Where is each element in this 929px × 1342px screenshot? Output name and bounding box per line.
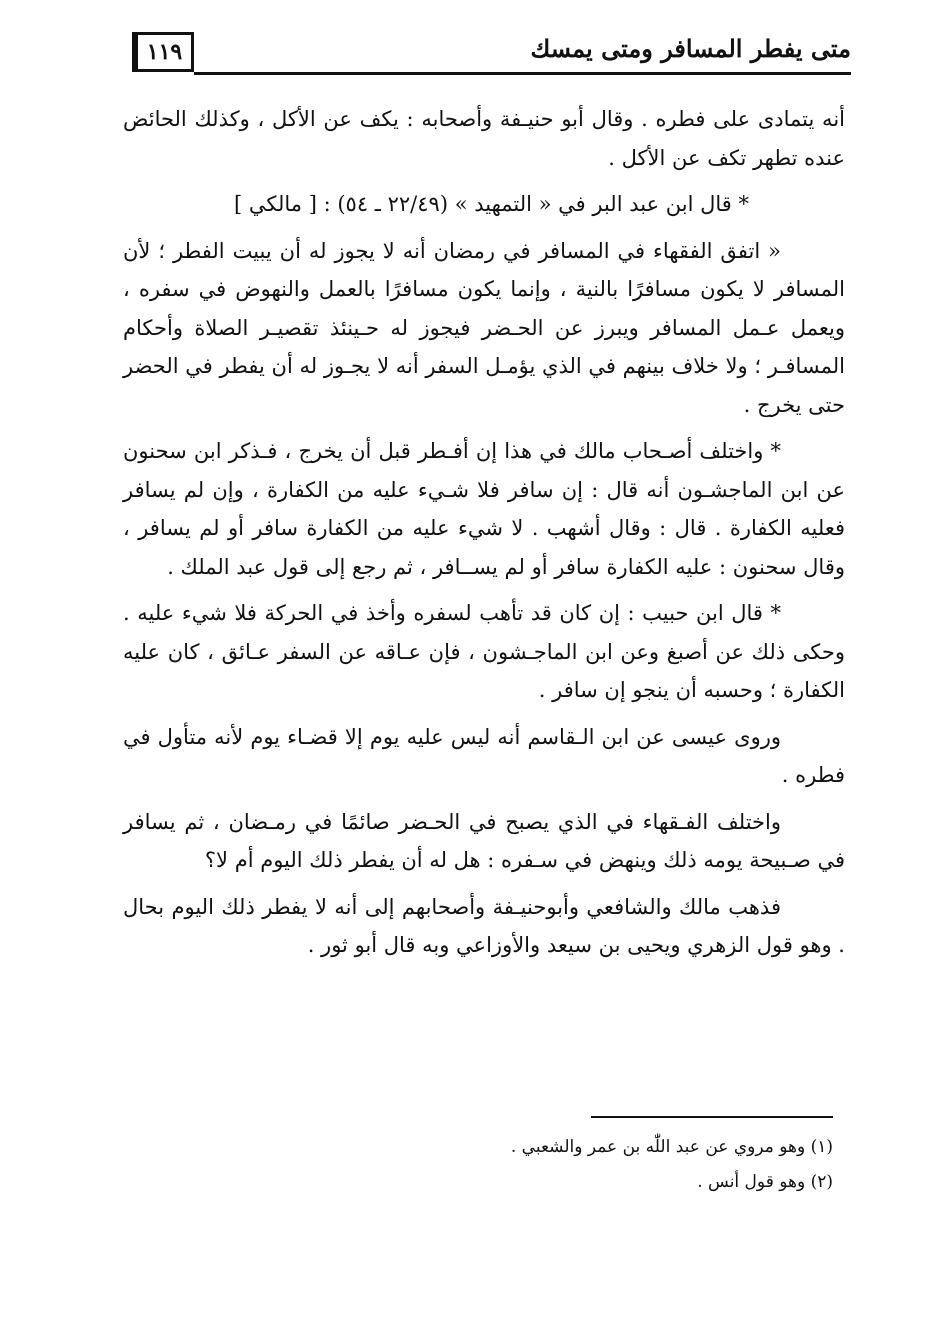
paragraph-4: * واختلف أصـحاب مالك في هذا إن أفـطر قبل أن يخرج ، فـذكر ابن سحنون عن ابن الماجشـون أنه قال : إن سافر فلا شـيء عليه من الكفارة ، وإن لم يسافر فعليه الكفارة . قال : وقال أشهب . لا شيء عليه من الكفارة سافر أو لم يسافر ، وقال سحنون : عليه الكفارة سافر أو لم يســافر ، ثم رجع إلى قول عبد الملك . <box>123 439 845 579</box>
paragraph-8: فذهب مالك والشافعي وأبوحنيـفة وأصحابهم إلى أنه لا يفطر ذلك اليوم بحال . وهو قول الزهري ويحيى بن سيعد والأوزاعي وبه قال أبو ثور . <box>123 894 845 957</box>
paragraph-1: أنه يتمادى على فطره . وقال أبو حنيـفة وأصحابه : يكف عن الأكل ، وكذلك الحائض عنده تطهر تكف عن الأكل . <box>123 107 845 170</box>
footnote-separator <box>591 1116 833 1118</box>
page-number: ١١٩ <box>132 32 194 72</box>
quote-source-heading: * قال ابن عبد البر في « التمهيد » (٢٢/٤٩ ـ ٥٤) : [ مالكي ] <box>234 192 749 216</box>
footnotes <box>133 1130 833 1200</box>
running-title: متى يفطر المسافر ومتى يمسك <box>530 34 851 63</box>
paragraph-6: وروى عيسى عن ابن الـقاسم أنه ليس عليه يوم إلا قضـاء يوم لأنه متأول في فطره . <box>123 724 845 787</box>
paragraph-7: واختلف الفـقهاء في الذي يصبح في الحـضر صائمًا في رمـضان ، ثم يسافر في صـبيحة يومه ذلك وينهض في سـفره : هل له أن يفطر ذلك اليوم أم لا؟ <box>123 809 845 872</box>
footnote-2: (٢) وهو قول أنس . <box>697 1172 833 1192</box>
body-text <box>123 100 845 973</box>
footnote-1: (١) وهو مروي عن عبد اللّٰه بن عمر والشعبي . <box>510 1137 833 1157</box>
paragraph-5: * قال ابن حبيب : إن كان قد تأهب لسفره وأخذ في الحركة فلا شيء عليه . وحكى ذلك عن أصبغ وعن ابن الماجـشون ، فإن عـاقه عن السفر عـائق ، كان عليه الكفارة ؛ وحسبه أن ينجو إن سافر . <box>123 601 845 702</box>
header-rule <box>194 72 851 75</box>
paragraph-quote: « اتفق الفقهاء في المسافر في رمضان أنه لا يجوز له أن يبيت الفطر ؛ لأن المسافر لا يكون مسافرًا بالنية ، وإنما يكون مسافرًا بالعمل والنهوض في سفره ، ويعمل عـمل المسافر ويبرز عن الحـضر فيجوز له حـينئذ تقصيـر الصلاة وأحكام المسافـر ؛ ولا خلاف بينهم في الذي يؤمـل السفر أنه لا يجـوز له أن يفطر في الحضر حتى يخرج . <box>123 238 845 417</box>
page-header <box>132 28 851 80</box>
